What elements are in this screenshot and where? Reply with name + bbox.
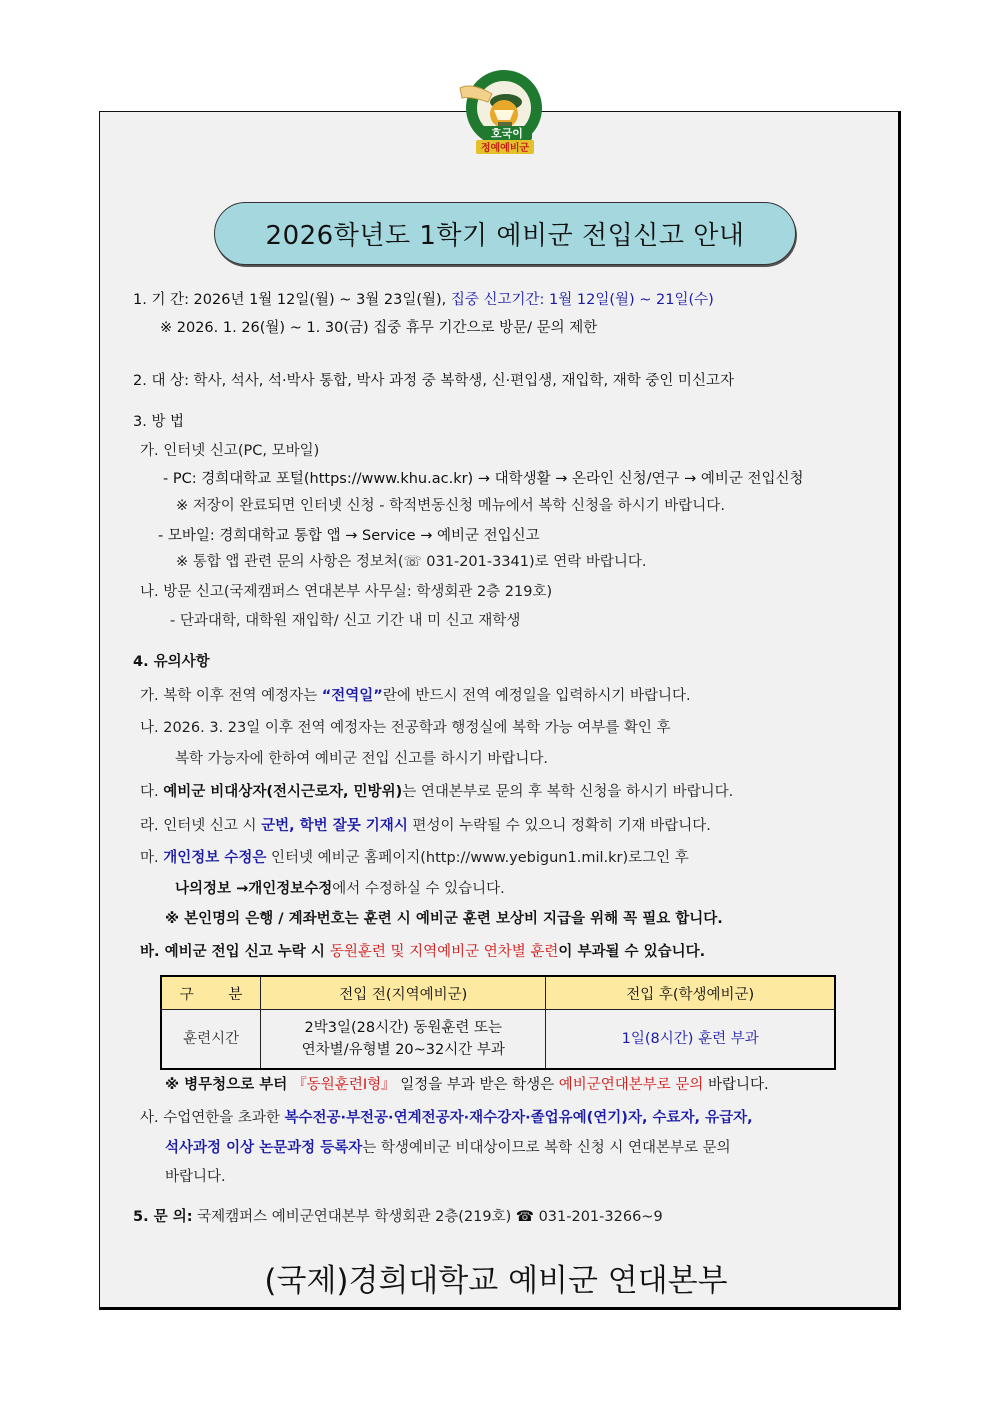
bank-account-note: ※ 본인명의 은행 / 계좌번호는 훈련 시 예비군 훈련 보상비 지급을 위해 꼭 필요 합니다.: [165, 911, 723, 927]
mascot-logo: [452, 64, 548, 158]
cell-before-line2: 연차별/유형별 20~32시간 부과: [301, 1042, 505, 1058]
note-na-1: 나. 2026. 3. 23일 이후 전역 예정자는 전공학과 행정실에 복학 가능 여부를 확인 후: [140, 720, 671, 736]
note-ga: [140, 686, 691, 706]
note-ba: [140, 942, 705, 962]
method-pc: - PC: 경희대학교 포털(https://www.khu.ac.kr) → 대학생활 → 온라인 신청/연구 → 예비군 전입신청: [163, 471, 804, 487]
method-mobile: - 모바일: 경희대학교 통합 앱 → Service → 예비군 전입신고: [158, 528, 540, 544]
method-heading: 3. 방 법: [133, 414, 185, 430]
svg-text:정예예비군: 정예예비군: [480, 143, 530, 154]
note-sa-1: [140, 1108, 753, 1128]
note-da: [140, 782, 733, 802]
contact-line: [133, 1207, 663, 1227]
page-title: 2026학년도 1학기 예비군 전입신고 안내: [265, 221, 745, 251]
misentry-highlight: 군번, 학번 잘못 기재시: [261, 818, 408, 834]
table-row: [161, 1010, 835, 1070]
intensive-period-text: 집중 신고기간: 1월 12일(월) ~ 21일(수): [450, 292, 714, 308]
method-mobile-note: ※ 통합 앱 관련 문의 사항은 정보처(☏ 031-201-3341)로 연락 바랍니다.: [176, 554, 647, 570]
discharge-date-highlight: “전역일”: [321, 688, 383, 704]
issuer-footer: (국제)경희대학교 예비군 연대본부: [264, 1263, 728, 1299]
note-ra-post: 편성이 누락될 수 있으니 정확히 기재 바랍니다.: [407, 818, 711, 834]
mobilization-note: [165, 1075, 769, 1095]
svg-text:호국이: 호국이: [491, 127, 523, 140]
note-ra-pre: 라. 인터넷 신고 시: [140, 818, 262, 834]
note-sa-pre: 사. 수업연한을 초과한: [140, 1110, 285, 1126]
cell-before-line1: 2박3일(28시간) 동원훈련 또는: [304, 1020, 503, 1036]
mob-note-pre: ※ 병무청으로 부터: [165, 1077, 293, 1093]
method-internet: 가. 인터넷 신고(PC, 모바일): [140, 443, 320, 459]
period-line: [133, 290, 714, 310]
note-ga-post: 란에 반드시 전역 예정일을 입력하시기 바랍니다.: [382, 688, 691, 704]
cell-after: 1일(8시간) 훈련 부과: [546, 1010, 835, 1070]
note-ma-2-post: 에서 수정하실 수 있습니다.: [332, 881, 505, 897]
training-penalty-highlight: 동원훈련 및 지역예비군 연차별 훈련: [329, 944, 559, 960]
note-ga-pre: 가. 복학 이후 전역 예정자는: [140, 688, 322, 704]
mobilization-type-highlight: 『동원훈련Ⅰ형』: [292, 1077, 396, 1093]
note-ma: [140, 848, 689, 868]
table-header-row: [161, 976, 835, 1010]
header-before: 전입 전(지역예비군): [261, 976, 546, 1010]
my-info-path: 나의정보 →개인정보수정: [175, 881, 333, 897]
thesis-course-highlight: 석사과정 이상 논문과정 등록자: [165, 1140, 363, 1156]
note-ba-pre: 바. 예비군 전입 신고 누락 시: [140, 944, 330, 960]
mob-note-post: 바랍니다.: [703, 1077, 769, 1093]
note-ma-pre: 마.: [140, 850, 164, 866]
training-comparison-table: [160, 975, 836, 1070]
phone-icon: ☎: [515, 1209, 534, 1225]
note-ma-2: [175, 879, 505, 899]
period-text: 1. 기 간: 2026년 1월 12일(월) ~ 3월 23일(월),: [133, 292, 451, 308]
note-ra: [140, 816, 711, 836]
contact-label: 5. 문 의:: [133, 1209, 193, 1225]
note-sa-post: 는 학생예비군 비대상이므로 복학 신청 시 연대본부로 문의: [362, 1140, 731, 1156]
note-ma-post: 인터넷 예비군 홈페이지(http://www.yebigun1.mil.kr)로그인 후: [266, 850, 689, 866]
cell-before: [261, 1010, 546, 1070]
note-na-2: 복학 가능자에 한하여 예비군 전입 신고를 하시기 바랍니다.: [175, 751, 549, 767]
note-sa-2: [165, 1138, 731, 1158]
row-label: 훈련시간: [161, 1010, 261, 1070]
method-visit-sub: - 단과대학, 대학원 재입학/ 신고 기간 내 미 신고 재학생: [170, 613, 521, 629]
mob-note-mid: 일정을 부과 받은 학생은: [395, 1077, 559, 1093]
contact-location: 국제캠퍼스 예비군연대본부 학생회관 2층(219호): [192, 1209, 516, 1225]
notes-heading: 4. 유의사항: [133, 654, 210, 670]
non-target-highlight: 예비군 비대상자(전시근로자, 민방위): [163, 784, 403, 800]
note-da-pre: 다.: [140, 784, 164, 800]
contact-phone: 031-201-3266~9: [533, 1209, 663, 1225]
tiger-mascot-icon: [452, 64, 548, 158]
method-visit: 나. 방문 신고(국제캠퍼스 연대본부 사무실: 학생회관 2층 219호): [140, 584, 553, 600]
excess-term-highlight: 복수전공·부전공·연계전공자·재수강자·졸업유예(연기)자, 수료자, 유급자,: [284, 1110, 753, 1126]
target-line: 2. 대 상: 학사, 석사, 석·박사 통합, 박사 과정 중 복학생, 신·편입생, 재입학, 재학 중인 미신고자: [133, 373, 734, 389]
method-pc-note: ※ 저장이 완료되면 인터넷 신청 - 학적변동신청 메뉴에서 복학 신청을 하시기 바랍니다.: [176, 498, 725, 514]
header-category: 구 분: [161, 976, 261, 1010]
header-after: 전입 후(학생예비군): [546, 976, 835, 1010]
personal-info-highlight: 개인정보 수정은: [163, 850, 267, 866]
note-ba-post: 이 부과될 수 있습니다.: [558, 944, 706, 960]
note-sa-3: 바랍니다.: [165, 1169, 226, 1185]
note-da-post: 는 연대본부로 문의 후 복학 신청을 하시기 바랍니다.: [402, 784, 734, 800]
contact-hq-highlight: 예비군연대본부로 문의: [558, 1077, 704, 1093]
title-banner: [214, 202, 796, 265]
period-note: ※ 2026. 1. 26(월) ~ 1. 30(금) 집중 휴무 기간으로 방문/ 문의 제한: [160, 320, 598, 336]
